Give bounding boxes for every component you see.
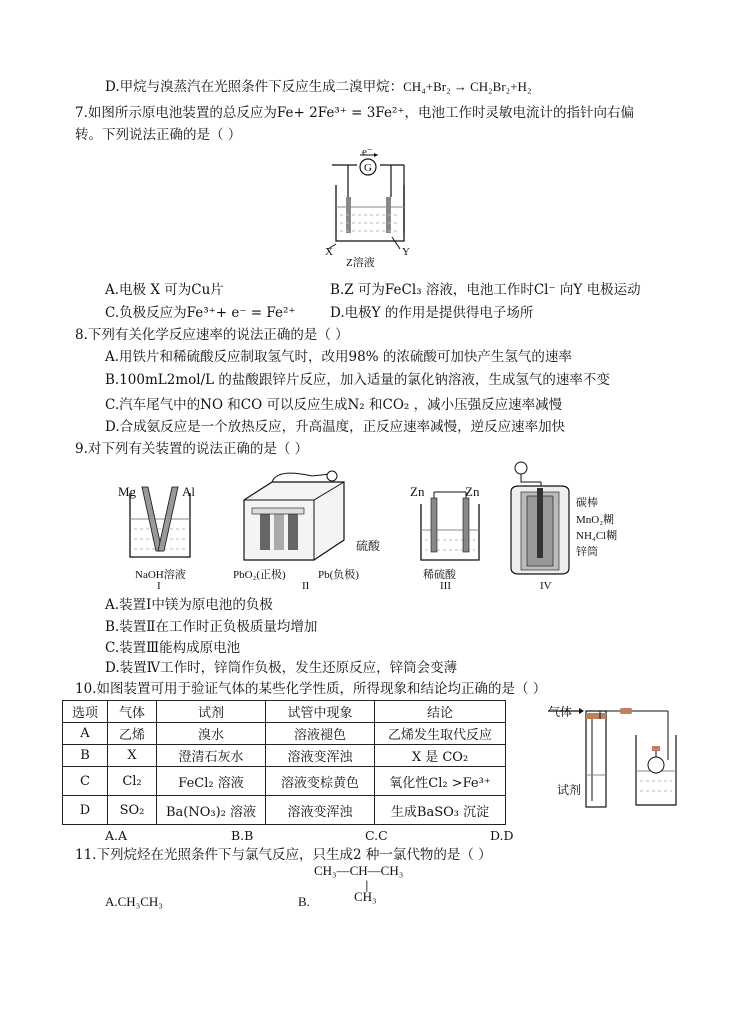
q10-cell: FeCl₂ 溶液: [157, 767, 266, 796]
q10-reagent-label: 试剂: [557, 783, 582, 797]
q10-th-reagent: 试剂: [157, 701, 266, 723]
q7-option-a: A.电极 X 可为Cu片: [105, 282, 224, 298]
q10-cell: SO₂: [108, 796, 157, 825]
q10-stem: 10.如图装置可用于验证气体的某些化学性质，所得现象和结论均正确的是（ ）: [75, 681, 547, 697]
q9-option-b: B.装置Ⅱ在工作时正负极质量均增加: [105, 619, 318, 635]
q11-formula-bond: |: [365, 879, 369, 892]
q10-th-gas: 气体: [108, 701, 157, 723]
q9-zincan-label: 锌筒: [576, 546, 598, 558]
q10-cell: D: [63, 796, 108, 825]
q10-cell: 乙烯发生取代反应: [375, 723, 506, 745]
q9-option-d: D.装置Ⅳ工作时，锌筒作负极，发生还原反应，锌筒会变薄: [105, 660, 458, 676]
table-row: [63, 796, 506, 825]
q9-dilute-label: 稀硫酸: [423, 569, 456, 581]
q11-formula-main: CH₃—CH—CH₃: [314, 863, 404, 878]
q10-cell: 溶液变棕黄色: [266, 767, 375, 796]
q7-stem-line1: 7.如图所示原电池装置的总反应为Fe+ 2Fe³⁺ = 3Fe²⁺，电池工作时灵敏电流计的指针向右偏: [75, 105, 634, 121]
q6-option-d-text: D.甲烷与溴蒸汽在光照条件下反应生成二溴甲烷：: [105, 79, 404, 95]
q10-cell: A: [63, 723, 108, 745]
q9-roman-4: IV: [540, 580, 552, 592]
q7-stem-line2: 转。下列说法正确的是（ ）: [75, 127, 242, 143]
q9-device-4: [505, 458, 575, 576]
q10-cell: 溴水: [157, 723, 266, 745]
q10-th-option: 选项: [63, 701, 108, 723]
q10-table: [62, 700, 506, 825]
q11-stem: 11.下列烷烃在光照条件下与氯气反应，只生成2 种一氯代物的是（ ）: [75, 847, 492, 863]
q9-roman-2: II: [302, 580, 310, 592]
q9-nh4cl-label: NH₄Cl糊: [576, 530, 618, 542]
q10-choice-c: C.C: [365, 828, 388, 843]
q9-device-2: [232, 470, 357, 565]
table-row: [63, 767, 506, 796]
q10-cell: 溶液变浑浊: [266, 745, 375, 767]
table-row: [63, 723, 506, 745]
q9-roman-1: I: [157, 580, 161, 592]
q7-option-d: D.电极Y 的作用是提供得电子场所: [330, 305, 534, 321]
q10-gas-label: 气体: [548, 705, 573, 719]
q10-cell: X: [108, 745, 157, 767]
q10-cell: X 是 CO₂: [375, 745, 506, 767]
q10-cell: 乙烯: [108, 723, 157, 745]
q10-cell: 生成BaSO₃ 沉淀: [375, 796, 506, 825]
q9-pbo2-label: PbO₂(正极): [233, 569, 286, 581]
q9-naoh-label: NaOH溶液: [135, 569, 186, 581]
q10-cell: B: [63, 745, 108, 767]
q11-option-a: A.CH₃CH₃: [105, 894, 163, 909]
q7-option-c: C.负极反应为Fe³⁺+ e⁻ = Fe²⁺: [105, 305, 296, 321]
q7-option-b: B.Z 可为FeCl₃ 溶液，电池工作时Cl⁻ 向Y 电极运动: [330, 282, 641, 298]
q9-carbon-label: 碳棒: [576, 497, 598, 509]
q9-option-a: A.装置Ⅰ中镁为原电池的负极: [105, 597, 273, 613]
q10-cell: 澄清石灰水: [157, 745, 266, 767]
q10-cell: Ba(NO₃)₂ 溶液: [157, 796, 266, 825]
q10-th-phenomenon: 试管中现象: [266, 701, 375, 723]
q10-cell: Cl₂: [108, 767, 157, 796]
q10-cell: C: [63, 767, 108, 796]
q9-stem: 9.对下列有关装置的说法正确的是（ ）: [75, 441, 309, 457]
q9-roman-3: III: [440, 580, 451, 592]
q9-option-c: C.装置Ⅲ能构成原电池: [105, 640, 241, 656]
q8-option-a: A.用铁片和稀硫酸反应制取氢气时，改用98% 的浓硫酸可加快产生氢气的速率: [105, 349, 572, 365]
q9-zn-right: Zn: [465, 484, 480, 499]
q7-electrode-x: X: [325, 246, 333, 258]
q11-formula-branch: CH₃: [354, 889, 377, 904]
q7-solution-label: Z溶液: [346, 257, 375, 269]
q10-table-header: [63, 701, 506, 723]
q10-th-conclusion: 结论: [375, 701, 506, 723]
q10-choice-d: D.D: [490, 828, 514, 843]
q7-electron-label: e⁻: [362, 146, 373, 158]
q9-device-3: [415, 490, 485, 565]
q9-mno2-label: MnO₂糊: [576, 514, 615, 526]
q6-equation: CH₄+Br₂ → CH₂Br₂+H₂: [403, 79, 532, 94]
q9-al-label: Al: [182, 484, 195, 499]
q9-mg-label: Mg: [118, 484, 137, 499]
table-row: [63, 745, 506, 767]
q6-option-d: [105, 78, 531, 96]
q11-option-b: B.: [298, 894, 310, 909]
q10-choice-a: A.A: [105, 828, 128, 843]
q7-galvanometer-label: G: [364, 162, 372, 174]
q8-option-d: D.合成氨反应是一个放热反应，升高温度，正反应速率减慢，逆反应速率加快: [105, 419, 566, 435]
q9-sulfuric-label: 硫酸: [356, 539, 381, 553]
q8-option-b: B.100mL2mol/L 的盐酸跟锌片反应，加入适量的氯化钠溶液，生成氢气的速率不变: [105, 372, 610, 388]
q9-zn-left: Zn: [410, 484, 425, 499]
q8-stem: 8.下列有关化学反应速率的说法正确的是（ ）: [75, 327, 349, 343]
q10-choice-b: B.B: [231, 828, 254, 843]
q10-cell: 溶液变浑浊: [266, 796, 375, 825]
q10-cell: 氧化性Cl₂ >Fe³⁺: [375, 767, 506, 796]
q9-pb-label: Pb(负极): [318, 569, 359, 581]
q7-electrode-y: Y: [402, 246, 410, 258]
q8-option-c: C.汽车尾气中的NO 和CO 可以反应生成N₂ 和CO₂ ，减小压强反应速率减慢: [105, 397, 563, 413]
q10-cell: 溶液褪色: [266, 723, 375, 745]
